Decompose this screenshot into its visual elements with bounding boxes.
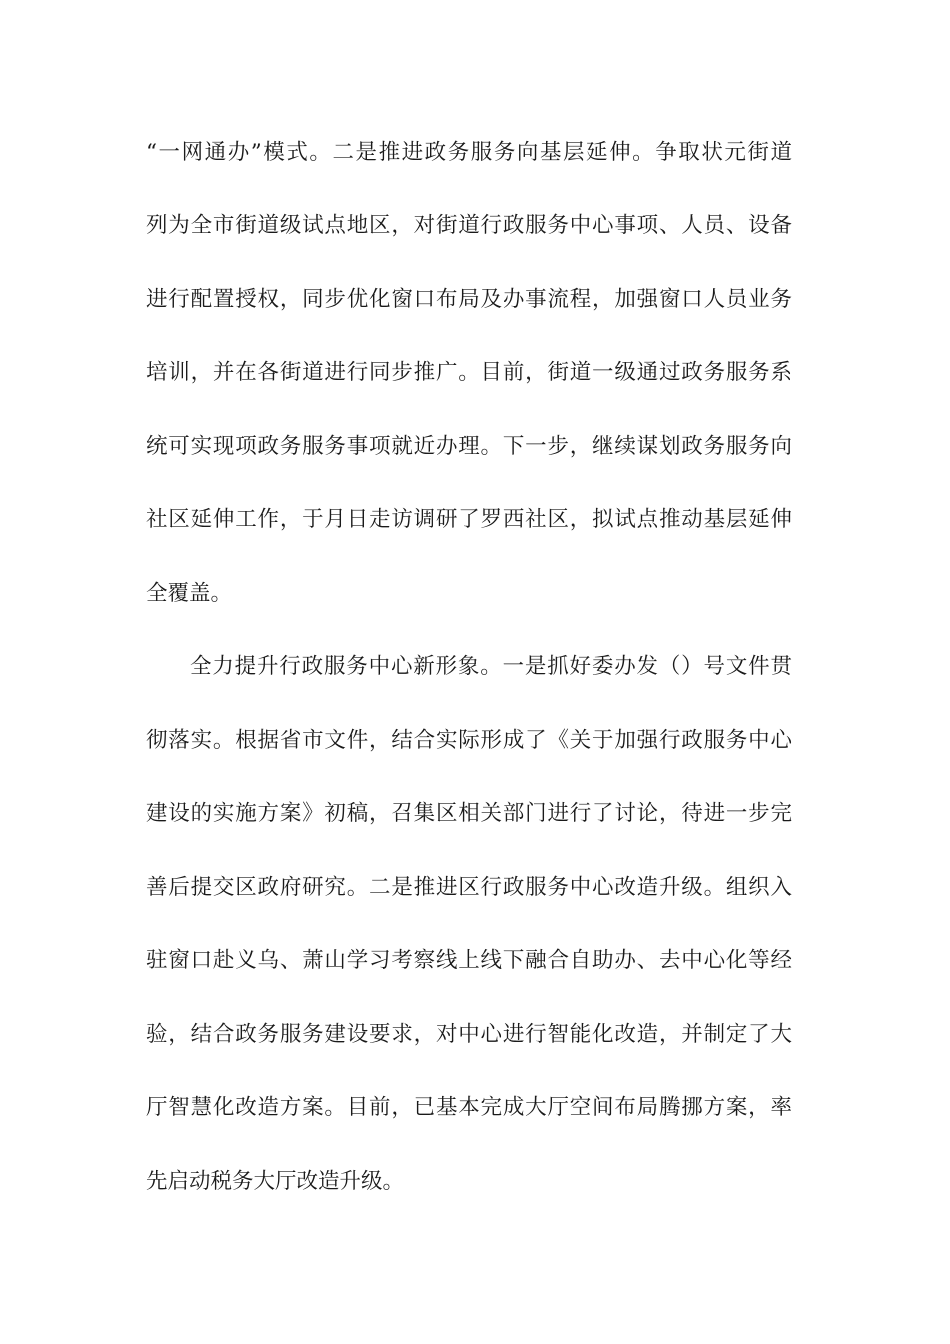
text-line: 厅智慧化改造方案。目前，已基本完成大厅空间布局腾挪方案，率 [146,1095,792,1120]
text-line: 全力提升行政服务中心新形象。一是抓好委办发（）号文件贯 [190,654,792,679]
text-line: 建设的实施方案》初稿，召集区相关部门进行了讨论，待进一步完 [146,801,792,826]
text-line: 先启动税务大厅改造升级。 [146,1169,405,1194]
text-line: 列为全市街道级试点地区，对街道行政服务中心事项、人员、设备 [146,213,792,238]
text-line: 彻落实。根据省市文件，结合实际形成了《关于加强行政服务中心 [146,728,792,753]
text-line: 验，结合政务服务建设要求，对中心进行智能化改造，并制定了大 [146,1022,792,1047]
text-line: “一网通办”模式。二是推进政务服务向基层延伸。争取状元街道 [146,140,792,165]
text-line: 善后提交区政府研究。二是推进区行政服务中心改造升级。组织入 [146,875,792,900]
text-line: 统可实现项政务服务事项就近办理。下一步，继续谋划政务服务向 [146,434,792,459]
text-line: 全覆盖。 [146,581,233,606]
text-line: 社区延伸工作，于月日走访调研了罗西社区，拟试点推动基层延伸 [146,507,792,532]
text-line: 培训，并在各街道进行同步推广。目前，街道一级通过政务服务系 [146,360,792,385]
text-line: 进行配置授权，同步优化窗口布局及办事流程，加强窗口人员业务 [146,287,792,312]
text-line: 驻窗口赴义乌、萧山学习考察线上线下融合自助办、去中心化等经 [146,948,792,973]
